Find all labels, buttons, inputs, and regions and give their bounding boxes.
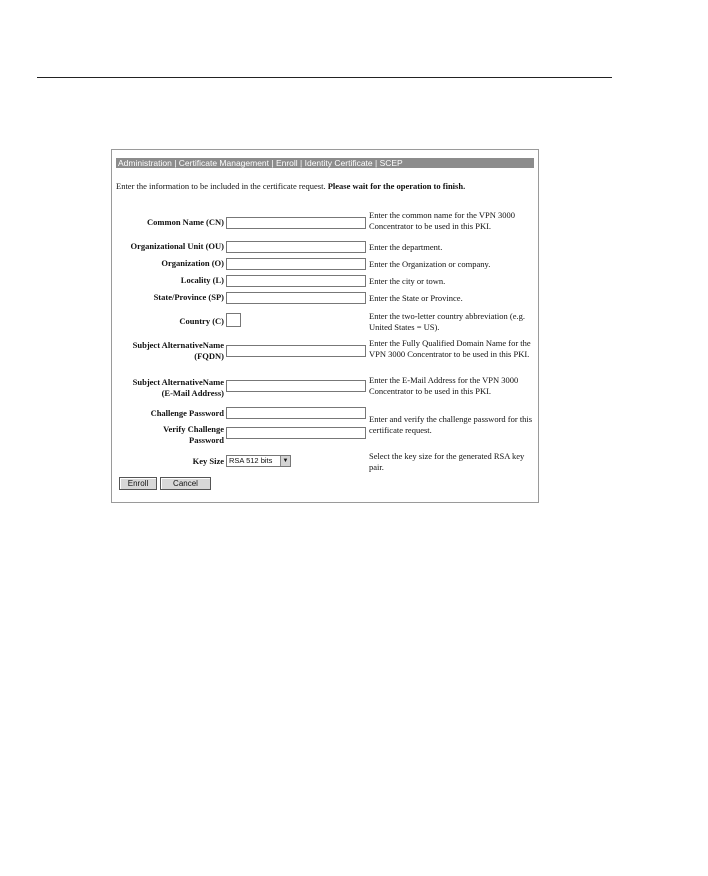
cancel-button[interactable]: Cancel (160, 477, 211, 490)
country-help: Enter the two-letter country abbreviation (e.g. United States = US). (369, 311, 526, 332)
key-size-select[interactable]: RSA 512 bits ▼ (226, 455, 291, 467)
fqdn-input[interactable] (226, 345, 366, 357)
challenge-password-input[interactable] (226, 407, 366, 419)
email-help: Enter the E-Mail Address for the VPN 3000 Concentrator to be used in this PKI. (369, 375, 519, 396)
enroll-button[interactable]: Enroll (119, 477, 157, 490)
organization-input[interactable] (226, 258, 366, 270)
challenge-help: Enter and verify the challenge password for this certificate request. (369, 414, 533, 435)
fqdn-label: Subject AlternativeName (FQDN) (132, 340, 224, 361)
key-size-label: Key Size (192, 456, 224, 466)
locality-help: Enter the city or town. (369, 276, 446, 286)
ou-input[interactable] (226, 241, 366, 253)
state-input[interactable] (226, 292, 366, 304)
common-name-label: Common Name (CN) (147, 217, 224, 227)
locality-label: Locality (L) (180, 275, 224, 285)
locality-input[interactable] (226, 275, 366, 287)
ou-help: Enter the department. (369, 242, 443, 252)
chevron-down-icon[interactable]: ▼ (280, 456, 290, 466)
organization-label: Organization (O) (161, 258, 224, 268)
country-label: Country (C) (179, 316, 224, 326)
state-help: Enter the State or Province. (369, 293, 463, 303)
fqdn-help: Enter the Fully Qualified Domain Name for the VPN 3000 Concentrator to be used in this PKI. (369, 338, 531, 359)
state-label: State/Province (SP) (153, 292, 224, 302)
common-name-help: Enter the common name for the VPN 3000 Concentrator to be used in this PKI. (369, 210, 515, 231)
scep-enroll-panel (111, 149, 539, 503)
breadcrumb: Administration | Certificate Management | Enroll | Identity Certificate | SCEP (116, 158, 534, 168)
organization-help: Enter the Organization or company. (369, 259, 491, 269)
intro-bold: Please wait for the operation to finish. (327, 181, 466, 191)
ou-label: Organizational Unit (OU) (130, 241, 224, 251)
email-label: Subject AlternativeName (E-Mail Address) (132, 377, 224, 398)
key-size-help: Select the key size for the generated RSA key pair. (369, 451, 525, 472)
email-input[interactable] (226, 380, 366, 392)
page-header-rule (37, 77, 612, 78)
country-input[interactable] (226, 313, 241, 327)
verify-challenge-label: Verify Challenge Password (163, 424, 224, 445)
common-name-input[interactable] (226, 217, 366, 229)
verify-challenge-input[interactable] (226, 427, 366, 439)
challenge-password-label: Challenge Password (150, 408, 224, 418)
intro-text: Enter the information to be included in the certificate request. Please wait for the operation to finish. (116, 181, 466, 191)
